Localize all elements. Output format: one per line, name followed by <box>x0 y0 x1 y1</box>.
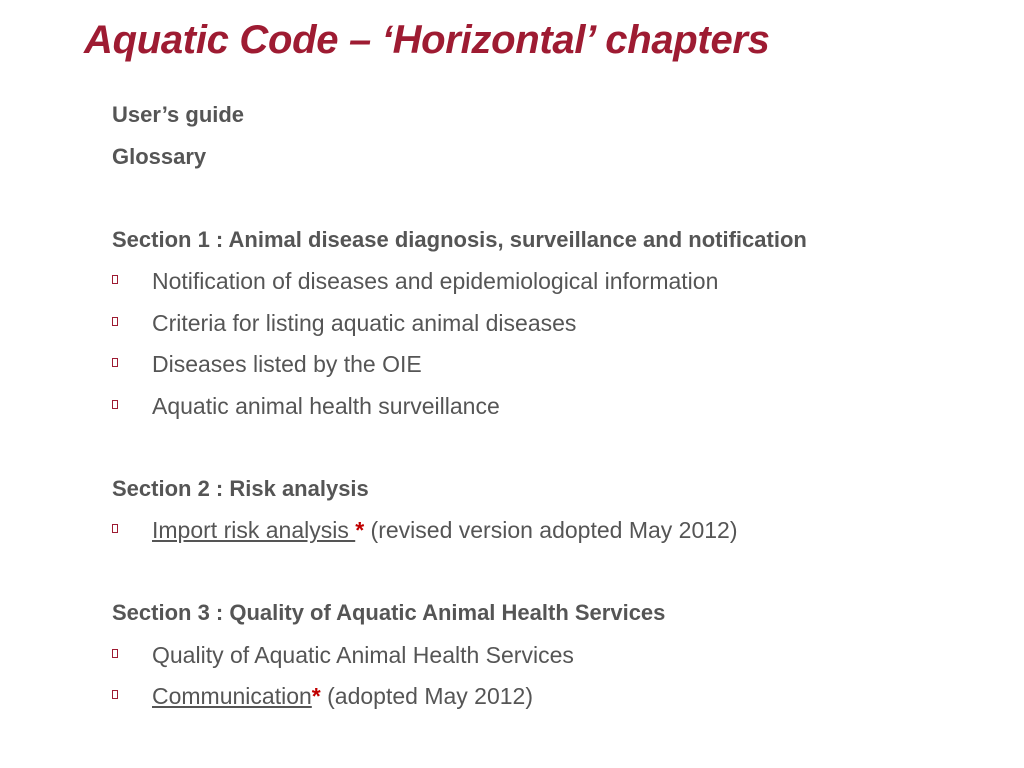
list-item-label: Aquatic animal health surveillance <box>152 392 500 419</box>
section-2-heading: Section 2 : Risk analysis <box>112 475 369 501</box>
bullet-icon <box>112 400 118 409</box>
spacer <box>112 183 1012 225</box>
section-1-heading: Section 1 : Animal disease diagnosis, surveillance and notification <box>112 226 807 252</box>
list-item-label: Diseases listed by the OIE <box>152 351 422 377</box>
glossary-heading: Glossary <box>112 143 207 169</box>
bullet-icon <box>112 524 118 533</box>
users-guide-heading: User’s guide <box>112 102 245 127</box>
section-3-heading: Section 3 : Quality of Aquatic Animal Health Services <box>112 600 666 625</box>
communication-link[interactable]: Communication <box>152 683 312 709</box>
bullet-icon <box>112 358 118 367</box>
list-item <box>112 681 1012 723</box>
page-title: Aquatic Code – ‘Horizontal’ chapters <box>84 18 770 62</box>
asterisk-marker: * <box>355 517 365 543</box>
chapter-list <box>112 100 1012 723</box>
spacer <box>112 432 1012 474</box>
list-item <box>112 640 1012 682</box>
list-item-label: Criteria for listing aquatic animal diseases <box>152 309 577 336</box>
bullet-icon <box>112 649 118 658</box>
bullet-icon <box>112 275 118 284</box>
bullet-icon <box>112 690 118 699</box>
import-risk-analysis-link[interactable]: Import risk analysis <box>152 517 356 543</box>
list-item-note: (adopted May 2012) <box>320 683 533 709</box>
list-item-label: Notification of diseases and epidemiological information <box>152 268 719 294</box>
list-item <box>112 266 1012 308</box>
list-item <box>112 391 1012 433</box>
list-item <box>112 308 1012 350</box>
bullet-icon <box>112 317 118 326</box>
list-item <box>112 349 1012 391</box>
list-item-note: (revised version adopted May 2012) <box>364 517 738 543</box>
list-item-label: Quality of Aquatic Animal Health Services <box>152 641 574 668</box>
list-item <box>112 515 1012 557</box>
spacer <box>112 557 1012 599</box>
asterisk-marker: * <box>311 683 321 709</box>
